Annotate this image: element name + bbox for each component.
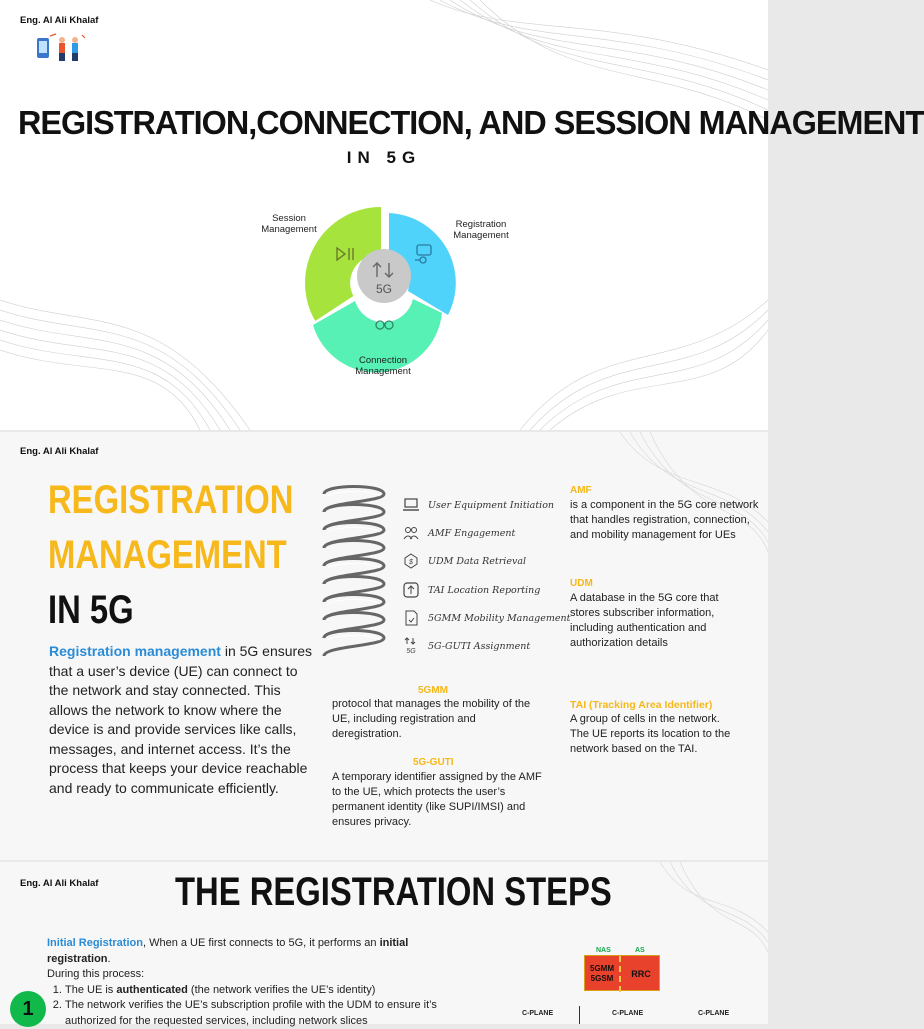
- laptop-icon: [402, 496, 420, 514]
- bold-text: authenticated: [116, 984, 188, 996]
- 5g-guti-heading: 5G-GUTI: [413, 757, 454, 768]
- slide-title: THE REGISTRATION STEPS: [175, 870, 612, 915]
- title-line-3: IN 5G: [48, 588, 134, 633]
- list-item: [65, 983, 467, 999]
- amf-heading: AMF: [570, 485, 592, 496]
- bold-text: initial registration: [47, 937, 408, 965]
- text: .: [108, 953, 111, 965]
- hub-label: 5G: [376, 282, 392, 296]
- process-intro: During this process:: [47, 967, 467, 983]
- svg-text:$: $: [408, 559, 413, 566]
- step-label: 5GMM Mobility Management: [428, 613, 570, 624]
- step-item: [402, 523, 515, 543]
- c-plane-label: C-PLANE: [612, 1010, 643, 1017]
- initial-registration-link: Initial Registration: [47, 937, 143, 949]
- 5gmm-description: protocol that manages the mobility of the UE, including registration and deregistration.: [332, 697, 544, 742]
- registration-text: [47, 936, 467, 1029]
- text: The UE is: [65, 984, 116, 996]
- step-label: User Equipment Initiation: [428, 500, 554, 511]
- list-item: 2. The network verifies the UE’s subscription profile with the UDM to ensure it’s authorized for the requested services, including network slices: [65, 998, 467, 1029]
- protocol-stack-box: [584, 955, 660, 991]
- udm-heading: UDM: [570, 578, 593, 589]
- author-name: Eng. Al Ali Khalaf: [20, 15, 98, 26]
- step-list: [65, 983, 467, 1029]
- step-label: 5G-GUTI Assignment: [428, 641, 530, 652]
- title-line-1: REGISTRATION: [48, 478, 293, 523]
- amf-description: is a component in the 5G core network that handles registration, connection, and mobility management for UEs: [570, 498, 760, 543]
- management-wheel-diagram: [305, 203, 465, 363]
- step-label: UDM Data Retrieval: [428, 556, 526, 567]
- 5gmm-label: 5GMM: [590, 964, 614, 974]
- step-label: AMF Engagement: [428, 528, 515, 539]
- udm-description: A database in the 5G core that stores subscriber information, including authentication and authorization details: [570, 591, 720, 651]
- registration-label: Registration Management: [444, 219, 518, 241]
- users-icon: [402, 524, 420, 542]
- 5g-guti-description: A temporary identifier assigned by the AMF to the UE, which protects the user’s permanent identity (like SUPI/IMSI) and ensures privacy.: [332, 770, 547, 830]
- slide-subtitle: IN 5G: [0, 148, 768, 168]
- 5gmm-heading: 5GMM: [418, 685, 448, 696]
- engineers-illustration: [36, 32, 86, 62]
- step-item: [402, 608, 570, 628]
- rrc-cell: RRC: [622, 956, 660, 992]
- as-label: AS: [635, 947, 645, 954]
- c-plane-label: C-PLANE: [698, 1010, 729, 1017]
- title-line-2: MANAGEMENT: [48, 533, 287, 578]
- step-item: [402, 636, 530, 656]
- 5gsm-label: 5GSM: [591, 974, 614, 984]
- document-icon: [402, 609, 420, 627]
- step-item: [402, 580, 540, 600]
- intro-highlight: Registration management: [49, 643, 221, 659]
- database-icon: [402, 552, 420, 570]
- spring-coil-graphic: [318, 484, 390, 678]
- connection-label: Connection Management: [346, 355, 420, 377]
- divider: [579, 1006, 580, 1024]
- text: (the network verifies the UE’s identity): [188, 984, 375, 996]
- session-label: Session Management: [252, 213, 326, 235]
- text: , When a UE first connects to 5G, it performs an: [143, 937, 380, 949]
- tai-description: A group of cells in the network. The UE reports its location to the network based on the TAI.: [570, 712, 740, 757]
- step-label: TAI Location Reporting: [428, 585, 540, 596]
- step-item: [402, 495, 554, 515]
- svg-text:5G: 5G: [406, 648, 416, 655]
- author-name: Eng. Al Ali Khalaf: [20, 446, 98, 457]
- nas-label: NAS: [596, 947, 611, 954]
- intro-paragraph: [49, 642, 315, 798]
- step-number-badge: 1: [10, 991, 46, 1027]
- author-name: Eng. Al Ali Khalaf: [20, 878, 98, 889]
- tai-heading: TAI (Tracking Area Identifier): [570, 699, 712, 711]
- intro-text: in 5G ensures that a user’s device (UE) can connect to the network and stay connected. This allows the network to know where the device is and provide services like calls, messages, and internet access. It’s the process that keeps your device reachable and ready to communicate efficiently.: [49, 643, 312, 796]
- signal-5g-icon: [402, 637, 420, 655]
- location-icon: [402, 581, 420, 599]
- step-item: [402, 551, 526, 571]
- c-plane-label: C-PLANE: [522, 1010, 553, 1017]
- nas-cell: [585, 956, 621, 992]
- slide-title: REGISTRATION,CONNECTION, AND SESSION MANAGEMENT: [18, 104, 924, 142]
- slide-overview: [0, 0, 768, 430]
